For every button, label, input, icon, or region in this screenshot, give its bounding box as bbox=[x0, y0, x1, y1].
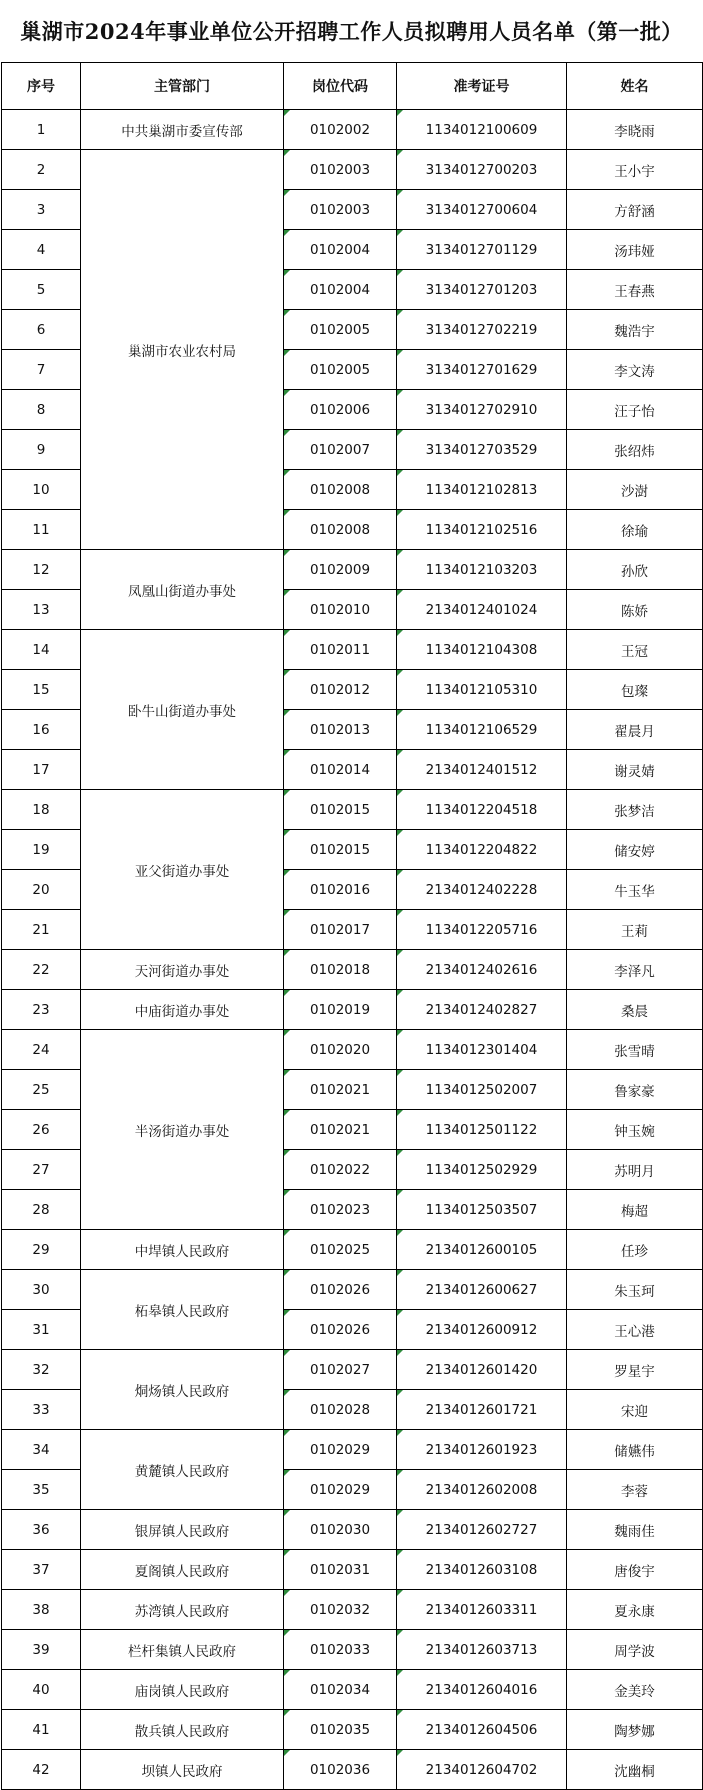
person-name-cell: 梅超 bbox=[567, 1190, 703, 1230]
row-index-cell: 27 bbox=[2, 1150, 81, 1190]
row-index-cell: 24 bbox=[2, 1030, 81, 1070]
row-index-cell: 2 bbox=[2, 150, 81, 190]
department-cell: 中垾镇人民政府 bbox=[81, 1230, 284, 1270]
department-cell: 苏湾镇人民政府 bbox=[81, 1590, 284, 1630]
row-index-cell: 8 bbox=[2, 390, 81, 430]
table-row bbox=[2, 950, 703, 990]
post-code-cell: 0102023 bbox=[284, 1190, 397, 1230]
exam-number-cell: 2134012402616 bbox=[397, 950, 567, 990]
person-name-cell: 任珍 bbox=[567, 1230, 703, 1270]
post-code-cell: 0102031 bbox=[284, 1550, 397, 1590]
table-row bbox=[2, 1030, 703, 1070]
exam-number-cell: 2134012602008 bbox=[397, 1470, 567, 1510]
department-cell: 柘皋镇人民政府 bbox=[81, 1270, 284, 1350]
exam-number-cell: 2134012601721 bbox=[397, 1390, 567, 1430]
table-row bbox=[2, 110, 703, 150]
row-index-cell: 3 bbox=[2, 190, 81, 230]
exam-number-cell: 2134012604016 bbox=[397, 1670, 567, 1710]
post-code-cell: 0102034 bbox=[284, 1670, 397, 1710]
exam-number-cell: 1134012204822 bbox=[397, 830, 567, 870]
post-code-cell: 0102017 bbox=[284, 910, 397, 950]
row-index-cell: 32 bbox=[2, 1350, 81, 1390]
person-name-cell: 陶梦娜 bbox=[567, 1710, 703, 1750]
post-code-cell: 0102025 bbox=[284, 1230, 397, 1270]
department-cell: 中共巢湖市委宣传部 bbox=[81, 110, 284, 150]
person-name-cell: 李文涛 bbox=[567, 350, 703, 390]
table-row bbox=[2, 1350, 703, 1390]
table-row bbox=[2, 1590, 703, 1630]
post-code-cell: 0102005 bbox=[284, 350, 397, 390]
exam-number-cell: 1134012502007 bbox=[397, 1070, 567, 1110]
row-index-cell: 19 bbox=[2, 830, 81, 870]
table-row bbox=[2, 150, 703, 190]
exam-number-cell: 1134012205716 bbox=[397, 910, 567, 950]
post-code-cell: 0102029 bbox=[284, 1430, 397, 1470]
person-name-cell: 鲁家豪 bbox=[567, 1070, 703, 1110]
post-code-cell: 0102006 bbox=[284, 390, 397, 430]
row-index-cell: 29 bbox=[2, 1230, 81, 1270]
exam-number-cell: 1134012503507 bbox=[397, 1190, 567, 1230]
post-code-cell: 0102022 bbox=[284, 1150, 397, 1190]
post-code-cell: 0102014 bbox=[284, 750, 397, 790]
row-index-cell: 16 bbox=[2, 710, 81, 750]
post-code-cell: 0102026 bbox=[284, 1310, 397, 1350]
person-name-cell: 储安婷 bbox=[567, 830, 703, 870]
post-code-cell: 0102016 bbox=[284, 870, 397, 910]
header-index: 序号 bbox=[2, 63, 81, 110]
exam-number-cell: 2134012604506 bbox=[397, 1710, 567, 1750]
table-row bbox=[2, 1270, 703, 1310]
person-name-cell: 储嬿伟 bbox=[567, 1430, 703, 1470]
person-name-cell: 金美玲 bbox=[567, 1670, 703, 1710]
header-name: 姓名 bbox=[567, 63, 703, 110]
row-index-cell: 40 bbox=[2, 1670, 81, 1710]
row-index-cell: 17 bbox=[2, 750, 81, 790]
exam-number-cell: 3134012700604 bbox=[397, 190, 567, 230]
exam-number-cell: 2134012601420 bbox=[397, 1350, 567, 1390]
person-name-cell: 李蓉 bbox=[567, 1470, 703, 1510]
department-cell: 银屏镇人民政府 bbox=[81, 1510, 284, 1550]
table-row bbox=[2, 1670, 703, 1710]
row-index-cell: 21 bbox=[2, 910, 81, 950]
exam-number-cell: 1134012301404 bbox=[397, 1030, 567, 1070]
row-index-cell: 28 bbox=[2, 1190, 81, 1230]
exam-number-cell: 1134012502929 bbox=[397, 1150, 567, 1190]
exam-number-cell: 1134012501122 bbox=[397, 1110, 567, 1150]
row-index-cell: 26 bbox=[2, 1110, 81, 1150]
table-body bbox=[2, 110, 703, 1790]
person-name-cell: 方舒涵 bbox=[567, 190, 703, 230]
row-index-cell: 6 bbox=[2, 310, 81, 350]
exam-number-cell: 2134012603311 bbox=[397, 1590, 567, 1630]
row-index-cell: 23 bbox=[2, 990, 81, 1030]
exam-number-cell: 2134012602727 bbox=[397, 1510, 567, 1550]
row-index-cell: 41 bbox=[2, 1710, 81, 1750]
post-code-cell: 0102028 bbox=[284, 1390, 397, 1430]
person-name-cell: 徐瑜 bbox=[567, 510, 703, 550]
table-row bbox=[2, 1510, 703, 1550]
post-code-cell: 0102035 bbox=[284, 1710, 397, 1750]
row-index-cell: 1 bbox=[2, 110, 81, 150]
exam-number-cell: 2134012601923 bbox=[397, 1430, 567, 1470]
department-cell: 凤凰山街道办事处 bbox=[81, 550, 284, 630]
person-name-cell: 汤玮娅 bbox=[567, 230, 703, 270]
person-name-cell: 王小宇 bbox=[567, 150, 703, 190]
person-name-cell: 桑晨 bbox=[567, 990, 703, 1030]
person-name-cell: 张梦洁 bbox=[567, 790, 703, 830]
department-cell: 黄麓镇人民政府 bbox=[81, 1430, 284, 1510]
exam-number-cell: 2134012604702 bbox=[397, 1750, 567, 1790]
page-title: 巢湖市2024年事业单位公开招聘工作人员拟聘用人员名单（第一批） bbox=[20, 19, 683, 44]
post-code-cell: 0102036 bbox=[284, 1750, 397, 1790]
person-name-cell: 宋迎 bbox=[567, 1390, 703, 1430]
post-code-cell: 0102011 bbox=[284, 630, 397, 670]
person-name-cell: 沈幽桐 bbox=[567, 1750, 703, 1790]
row-index-cell: 37 bbox=[2, 1550, 81, 1590]
post-code-cell: 0102026 bbox=[284, 1270, 397, 1310]
post-code-cell: 0102027 bbox=[284, 1350, 397, 1390]
post-code-cell: 0102008 bbox=[284, 510, 397, 550]
person-name-cell: 朱玉珂 bbox=[567, 1270, 703, 1310]
department-cell: 庙岗镇人民政府 bbox=[81, 1670, 284, 1710]
exam-number-cell: 2134012603108 bbox=[397, 1550, 567, 1590]
exam-number-cell: 2134012402228 bbox=[397, 870, 567, 910]
person-name-cell: 翟晨月 bbox=[567, 710, 703, 750]
department-cell: 坝镇人民政府 bbox=[81, 1750, 284, 1790]
row-index-cell: 20 bbox=[2, 870, 81, 910]
person-name-cell: 钟玉婉 bbox=[567, 1110, 703, 1150]
department-cell: 卧牛山街道办事处 bbox=[81, 630, 284, 790]
header-department: 主管部门 bbox=[81, 63, 284, 110]
post-code-cell: 0102009 bbox=[284, 550, 397, 590]
post-code-cell: 0102005 bbox=[284, 310, 397, 350]
person-name-cell: 陈娇 bbox=[567, 590, 703, 630]
post-code-cell: 0102021 bbox=[284, 1070, 397, 1110]
person-name-cell: 孙欣 bbox=[567, 550, 703, 590]
department-cell: 散兵镇人民政府 bbox=[81, 1710, 284, 1750]
post-code-cell: 0102013 bbox=[284, 710, 397, 750]
person-name-cell: 王莉 bbox=[567, 910, 703, 950]
table-row bbox=[2, 630, 703, 670]
row-index-cell: 33 bbox=[2, 1390, 81, 1430]
exam-number-cell: 1134012104308 bbox=[397, 630, 567, 670]
department-cell: 中庙街道办事处 bbox=[81, 990, 284, 1030]
person-name-cell: 夏永康 bbox=[567, 1590, 703, 1630]
table-row bbox=[2, 1750, 703, 1790]
department-cell: 烔炀镇人民政府 bbox=[81, 1350, 284, 1430]
post-code-cell: 0102007 bbox=[284, 430, 397, 470]
exam-number-cell: 1134012105310 bbox=[397, 670, 567, 710]
table-row bbox=[2, 1710, 703, 1750]
exam-number-cell: 1134012106529 bbox=[397, 710, 567, 750]
exam-number-cell: 2134012401512 bbox=[397, 750, 567, 790]
post-code-cell: 0102015 bbox=[284, 830, 397, 870]
hiring-list-table bbox=[1, 62, 703, 1790]
row-index-cell: 30 bbox=[2, 1270, 81, 1310]
person-name-cell: 谢灵婧 bbox=[567, 750, 703, 790]
post-code-cell: 0102032 bbox=[284, 1590, 397, 1630]
person-name-cell: 王春燕 bbox=[567, 270, 703, 310]
person-name-cell: 李泽凡 bbox=[567, 950, 703, 990]
person-name-cell: 魏雨佳 bbox=[567, 1510, 703, 1550]
row-index-cell: 5 bbox=[2, 270, 81, 310]
person-name-cell: 汪子怡 bbox=[567, 390, 703, 430]
table-row bbox=[2, 1630, 703, 1670]
row-index-cell: 12 bbox=[2, 550, 81, 590]
person-name-cell: 唐俊宇 bbox=[567, 1550, 703, 1590]
person-name-cell: 张雪晴 bbox=[567, 1030, 703, 1070]
department-cell: 夏阁镇人民政府 bbox=[81, 1550, 284, 1590]
department-cell: 半汤街道办事处 bbox=[81, 1030, 284, 1230]
person-name-cell: 周学波 bbox=[567, 1630, 703, 1670]
post-code-cell: 0102019 bbox=[284, 990, 397, 1030]
exam-number-cell: 3134012701629 bbox=[397, 350, 567, 390]
row-index-cell: 11 bbox=[2, 510, 81, 550]
department-cell: 亚父街道办事处 bbox=[81, 790, 284, 950]
header-exam-number: 准考证号 bbox=[397, 63, 567, 110]
exam-number-cell: 3134012701129 bbox=[397, 230, 567, 270]
table-row bbox=[2, 790, 703, 830]
post-code-cell: 0102030 bbox=[284, 1510, 397, 1550]
post-code-cell: 0102004 bbox=[284, 270, 397, 310]
department-cell: 巢湖市农业农村局 bbox=[81, 150, 284, 550]
post-code-cell: 0102033 bbox=[284, 1630, 397, 1670]
row-index-cell: 39 bbox=[2, 1630, 81, 1670]
row-index-cell: 35 bbox=[2, 1470, 81, 1510]
post-code-cell: 0102020 bbox=[284, 1030, 397, 1070]
row-index-cell: 13 bbox=[2, 590, 81, 630]
person-name-cell: 王冠 bbox=[567, 630, 703, 670]
row-index-cell: 15 bbox=[2, 670, 81, 710]
table-row bbox=[2, 1430, 703, 1470]
exam-number-cell: 3134012701203 bbox=[397, 270, 567, 310]
person-name-cell: 王心港 bbox=[567, 1310, 703, 1350]
table-row bbox=[2, 1230, 703, 1270]
post-code-cell: 0102021 bbox=[284, 1110, 397, 1150]
post-code-cell: 0102004 bbox=[284, 230, 397, 270]
person-name-cell: 魏浩宇 bbox=[567, 310, 703, 350]
exam-number-cell: 2134012600912 bbox=[397, 1310, 567, 1350]
exam-number-cell: 3134012702219 bbox=[397, 310, 567, 350]
table-row bbox=[2, 550, 703, 590]
row-index-cell: 22 bbox=[2, 950, 81, 990]
department-cell: 栏杆集镇人民政府 bbox=[81, 1630, 284, 1670]
table-row bbox=[2, 990, 703, 1030]
table-header-row bbox=[2, 63, 703, 110]
post-code-cell: 0102010 bbox=[284, 590, 397, 630]
row-index-cell: 34 bbox=[2, 1430, 81, 1470]
post-code-cell: 0102018 bbox=[284, 950, 397, 990]
exam-number-cell: 1134012102516 bbox=[397, 510, 567, 550]
row-index-cell: 14 bbox=[2, 630, 81, 670]
person-name-cell: 李晓雨 bbox=[567, 110, 703, 150]
person-name-cell: 牛玉华 bbox=[567, 870, 703, 910]
post-code-cell: 0102003 bbox=[284, 190, 397, 230]
post-code-cell: 0102029 bbox=[284, 1470, 397, 1510]
exam-number-cell: 1134012102813 bbox=[397, 470, 567, 510]
row-index-cell: 36 bbox=[2, 1510, 81, 1550]
exam-number-cell: 3134012700203 bbox=[397, 150, 567, 190]
table-row bbox=[2, 1550, 703, 1590]
exam-number-cell: 1134012103203 bbox=[397, 550, 567, 590]
post-code-cell: 0102008 bbox=[284, 470, 397, 510]
exam-number-cell: 2134012600627 bbox=[397, 1270, 567, 1310]
exam-number-cell: 1134012204518 bbox=[397, 790, 567, 830]
person-name-cell: 张绍炜 bbox=[567, 430, 703, 470]
post-code-cell: 0102012 bbox=[284, 670, 397, 710]
person-name-cell: 苏明月 bbox=[567, 1150, 703, 1190]
exam-number-cell: 2134012603713 bbox=[397, 1630, 567, 1670]
department-cell: 天河街道办事处 bbox=[81, 950, 284, 990]
post-code-cell: 0102002 bbox=[284, 110, 397, 150]
row-index-cell: 4 bbox=[2, 230, 81, 270]
person-name-cell: 沙澍 bbox=[567, 470, 703, 510]
exam-number-cell: 3134012702910 bbox=[397, 390, 567, 430]
row-index-cell: 10 bbox=[2, 470, 81, 510]
exam-number-cell: 3134012703529 bbox=[397, 430, 567, 470]
header-post-code: 岗位代码 bbox=[284, 63, 397, 110]
row-index-cell: 9 bbox=[2, 430, 81, 470]
row-index-cell: 7 bbox=[2, 350, 81, 390]
exam-number-cell: 2134012600105 bbox=[397, 1230, 567, 1270]
exam-number-cell: 2134012401024 bbox=[397, 590, 567, 630]
exam-number-cell: 1134012100609 bbox=[397, 110, 567, 150]
row-index-cell: 25 bbox=[2, 1070, 81, 1110]
person-name-cell: 罗星宇 bbox=[567, 1350, 703, 1390]
row-index-cell: 42 bbox=[2, 1750, 81, 1790]
post-code-cell: 0102003 bbox=[284, 150, 397, 190]
exam-number-cell: 2134012402827 bbox=[397, 990, 567, 1030]
row-index-cell: 38 bbox=[2, 1590, 81, 1630]
row-index-cell: 31 bbox=[2, 1310, 81, 1350]
row-index-cell: 18 bbox=[2, 790, 81, 830]
post-code-cell: 0102015 bbox=[284, 790, 397, 830]
person-name-cell: 包璨 bbox=[567, 670, 703, 710]
